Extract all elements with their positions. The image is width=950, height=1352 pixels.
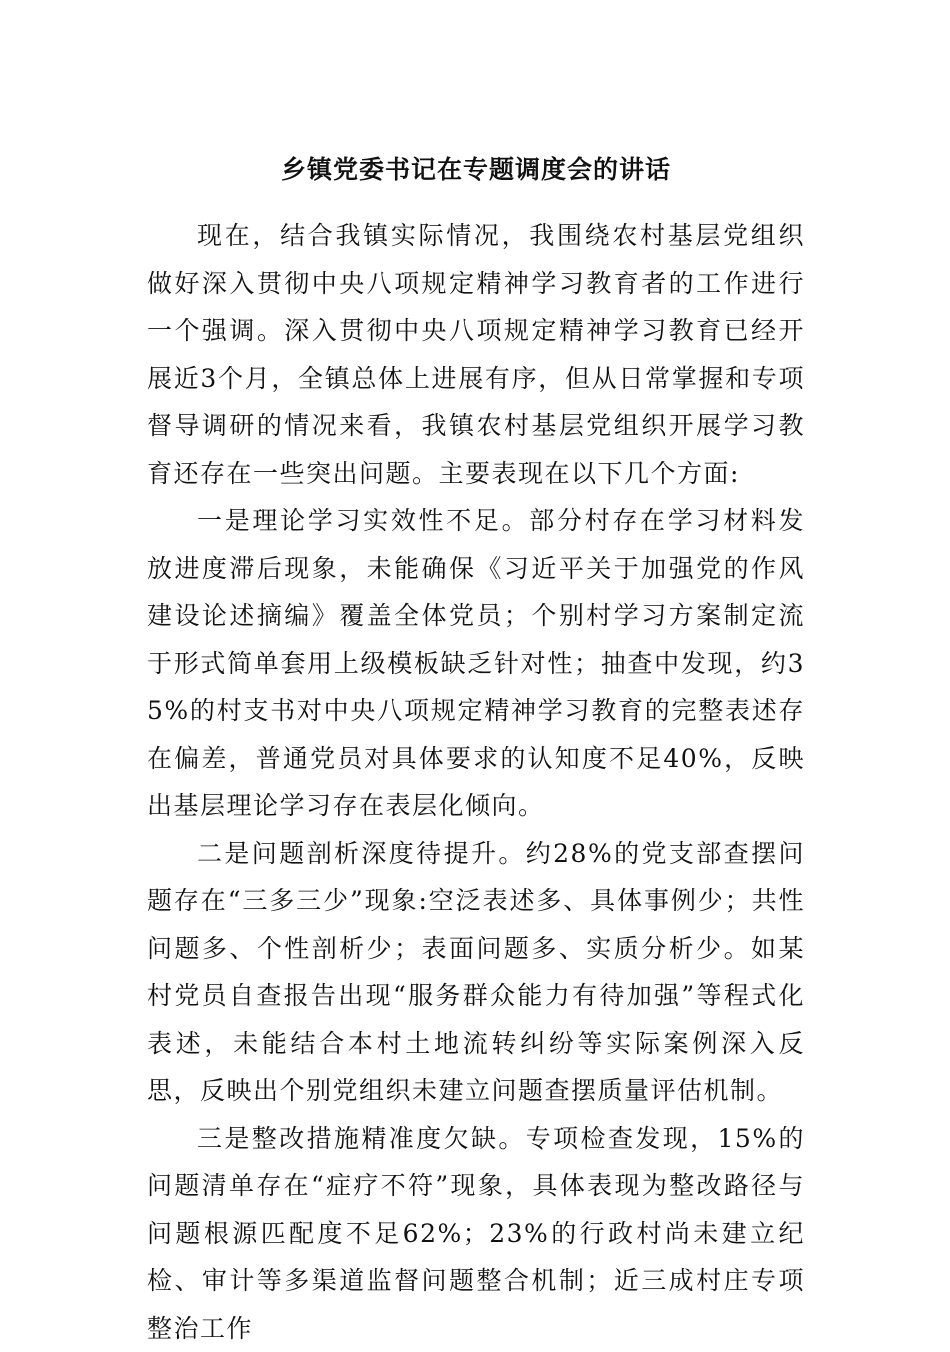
document-page (147, 150, 805, 1352)
paragraph-rectification: 三是整改措施精准度欠缺。专项检查发现，15%的问题清单存在“症疗不符”现象，具体表现为整改路径与问题根源匹配度不足62%；23%的行政村尚未建立纪检、审计等多渠道监督问题整合机制；近三成村庄专项整治工作 (147, 1115, 805, 1352)
document-title: 乡镇党委书记在专题调度会的讲话 (147, 150, 805, 190)
paragraph-theory-study: 一是理论学习实效性不足。部分村存在学习材料发放进度滞后现象，未能确保《习近平关于加强党的作风建设论述摘编》覆盖全体党员；个别村学习方案制定流于形式简单套用上级模板缺乏针对性；抽查中发现，约35%的村支书对中央八项规定精神学习教育的完整表述存在偏差，普通党员对具体要求的认知度不足40%，反映出基层理论学习存在表层化倾向。 (147, 497, 805, 830)
paragraph-intro: 现在，结合我镇实际情况，我围绕农村基层党组织做好深入贯彻中央八项规定精神学习教育者的工作进行一个强调。深入贯彻中央八项规定精神学习教育已经开展近3个月，全镇总体上进展有序，但从日常掌握和专项督导调研的情况来看，我镇农村基层党组织开展学习教育还存在一些突出问题。主要表现在以下几个方面: (147, 212, 805, 497)
paragraph-problem-analysis: 二是问题剖析深度待提升。约28%的党支部查摆问题存在“三多三少”现象:空泛表述多、具体事例少；共性问题多、个性剖析少；表面问题多、实质分析少。如某村党员自查报告出现“服务群众能力有待加强”等程式化表述，未能结合本村土地流转纠纷等实际案例深入反思，反映出个别党组织未建立问题查摆质量评估机制。 (147, 830, 805, 1115)
